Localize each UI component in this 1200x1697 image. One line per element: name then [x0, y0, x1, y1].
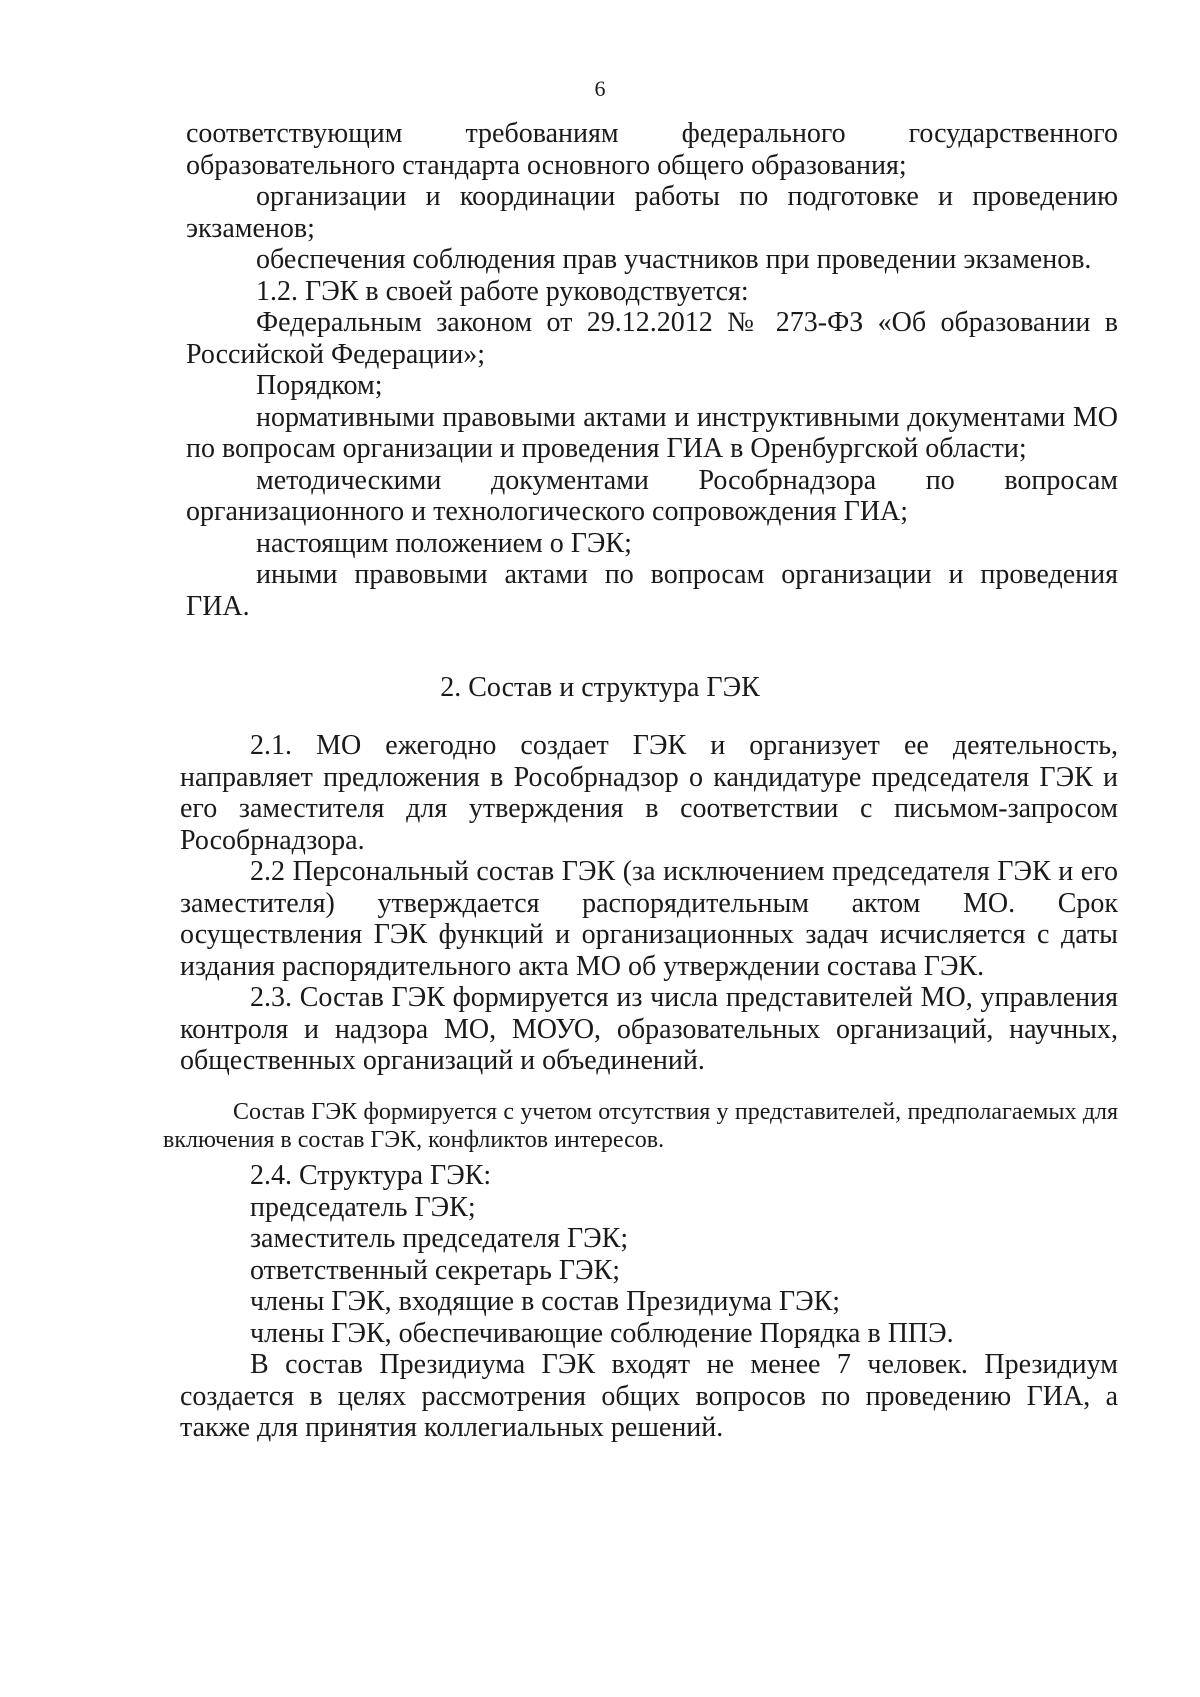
paragraph: иными правовыми актами по вопросам организации и проведения ГИА.	[186, 559, 1118, 622]
page-number: 6	[594, 76, 606, 101]
section-2-text	[180, 730, 1118, 1077]
paragraph: В состав Президиума ГЭК входят не менее 7 человек. Президиум создается в целях рассмотрения общих вопросов по проведению ГИА, а также для принятия коллегиальных решений.	[180, 1349, 1118, 1443]
conflict-note	[163, 1098, 1118, 1154]
paragraph: методическими документами Рособрнадзора по вопросам организационного и технологического сопровождения ГИА;	[186, 464, 1118, 527]
paragraph: нормативными правовыми актами и инструктивными документами МО по вопросам организации и проведения ГИА в Оренбургской области;	[186, 401, 1118, 464]
list-item: члены ГЭК, входящие в состав Президиума ГЭК;	[250, 1286, 841, 1317]
section-1-text	[186, 118, 1118, 622]
list-item: председатель ГЭК;	[250, 1191, 476, 1223]
paragraph: 2.3. Состав ГЭК формируется из числа представителей МО, управления контроля и надзора МО, МОУО, образовательных организаций, научных, общественных организаций и объединений.	[180, 982, 1118, 1076]
structure-list	[180, 1160, 1118, 1444]
paragraph: Состав ГЭК формируется с учетом отсутствия у представителей, предполагаемых для включения в состав ГЭК, конфликтов интересов.	[163, 1099, 1118, 1153]
list-item: члены ГЭК, обеспечивающие соблюдение Порядка в ППЭ.	[250, 1317, 954, 1349]
paragraph: настоящим положением о ГЭК;	[256, 527, 632, 559]
list-item: ответственный секретарь ГЭК;	[250, 1254, 620, 1286]
list-item: 2.4. Структура ГЭК:	[250, 1160, 492, 1191]
paragraph: соответствующим требованиям федерального государственного образовательного стандарта основного общего образования;	[186, 118, 1118, 181]
paragraph: организации и координации работы по подготовке и проведению экзаменов;	[186, 181, 1118, 244]
paragraph: Федеральным законом от 29.12.2012 № 273-ФЗ «Об образовании в Российской Федерации»;	[186, 307, 1118, 370]
paragraph: Порядком;	[256, 370, 383, 401]
paragraph: 2.2 Персональный состав ГЭК (за исключением председателя ГЭК и его заместителя) утверждается распорядительным актом МО. Срок осуществления ГЭК функций и организационных задач исчисляется с даты издания распорядительного акта МО об утверждении состава ГЭК.	[180, 856, 1118, 982]
paragraph: 1.2. ГЭК в своей работе руководствуется:	[256, 275, 749, 307]
paragraph: обеспечения соблюдения прав участников при проведении экзаменов.	[256, 244, 1092, 275]
paragraph: 2.1. МО ежегодно создает ГЭК и организует ее деятельность, направляет предложения в Рособрнадзор о кандидатуре председателя ГЭК и его заместителя для утверждения в соответствии с письмом-запросом Рособрнадзора.	[180, 730, 1118, 856]
list-item: заместитель председателя ГЭК;	[250, 1223, 629, 1254]
section-heading: 2. Состав и структура ГЭК	[440, 672, 760, 703]
